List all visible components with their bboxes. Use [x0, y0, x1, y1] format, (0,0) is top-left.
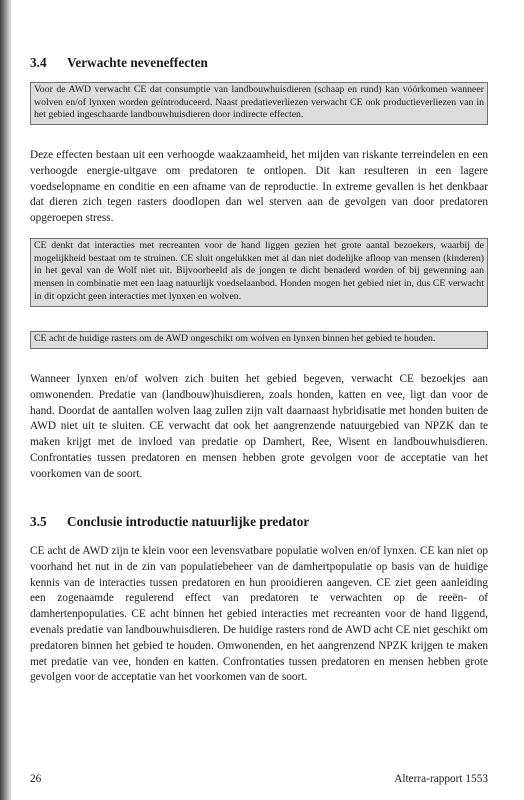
section-title: Conclusie introductie natuurlijke predator	[67, 514, 310, 529]
section-number: 3.4	[30, 55, 47, 70]
page-edge-shadow	[0, 0, 11, 800]
report-name: Alterra-rapport 1553	[394, 773, 488, 785]
section-heading-3-4	[30, 55, 208, 71]
callout-box-3: CE acht de huidige rasters om de AWD ongeschikt om wolven en lynxen binnen het gebied te houden.	[30, 331, 488, 349]
section-title: Verwachte neveneffecten	[67, 55, 208, 70]
paragraph-1: Deze effecten bestaan uit een verhoogde waakzaamheid, het mijden van riskante terreindelen en een verhoogde energie-uitgave om predatoren te ontlopen. Dit kan resulteren in een lagere voedselopname en conditie en een afname van de reproductie. In extreme gevallen is het denkbaar dat dieren zich tegen rasters doodlopen dan wel sterven aan de gevolgen van door predatoren opgeroepen stress.	[30, 149, 488, 225]
document-page	[30, 0, 488, 800]
callout-box-1: Voor de AWD verwacht CE dat consumptie van landbouwhuisdieren (schaap en rund) kan vóórkomen wanneer wolven en/of lynxen worden geïntroduceerd. Naast predatieverliezen verwacht CE ook productieverliezen van in het gebied ingeschaarde landbouwhuisdieren door indirecte effecten.	[30, 82, 488, 125]
page-number: 26	[30, 773, 42, 785]
section-number: 3.5	[30, 514, 47, 529]
paragraph-2: Wanneer lynxen en/of wolven zich buiten het gebied begeven, verwacht CE bezoekjes aan omwonenden. Predatie van (landbouw)huisdieren, zoals honden, katten en vee, ligt dan voor de hand. Doordat de aantallen wolven laag zullen zijn valt daarnaast hybridisatie met honden buiten de AWD niet uit te sluiten. CE verwacht dat ook het aangrenzende natuurgebied van NPZK dan te maken krijgt met de invloed van predatie op Damhert, Ree, Wisent en landbouwhuisdieren. Confrontaties tussen predatoren en mensen hebben grote gevolgen voor de acceptatie van het voorkomen van de soort.	[30, 373, 488, 480]
section-heading-3-5	[30, 514, 309, 530]
paragraph-3: CE acht de AWD zijn te klein voor een levensvatbare populatie wolven en/of lynxen. CE kan niet op voorhand het nut in de zin van populatiebeheer van de damhertpopulatie op basis van de huidige kennis van de interacties tussen predatoren en hun prooidieren aangeven. CE ziet geen aanleiding een zogenaamde regulerend effect van predatoren te verwachten op de reeën- of damhertenpopulaties. CE acht binnen het gebied interacties met recreanten voor de hand liggend, evenals predatie van landbouwhuisdieren. De huidige rasters rond de AWD acht CE niet geschikt om predatoren binnen het gebied te houden. Omwonenden, en het aangrenzend NPZK krijgen te maken met predatie van vee, honden en katten. Confrontaties tussen predatoren en mensen hebben grote gevolgen voor de acceptatie van het voorkomen van de soort.	[30, 545, 488, 684]
callout-box-2: CE denkt dat interacties met recreanten voor de hand liggen gezien het grote aantal bezoekers, waarbij de mogelijkheid bestaat om te struinen. CE sluit ongelukken met al dan niet dodelijke afloop van mensen (kinderen) in het geval van de Wolf niet uit. Bijvoorbeeld als de jongen te dicht benaderd worden of bij gewenning aan mensen in combinatie met een laag natuurlijk voedselaanbod. Honden mogen het gebied niet in, dus CE verwacht in dit opzicht geen interacties met lynxen en wolven.	[30, 238, 488, 307]
